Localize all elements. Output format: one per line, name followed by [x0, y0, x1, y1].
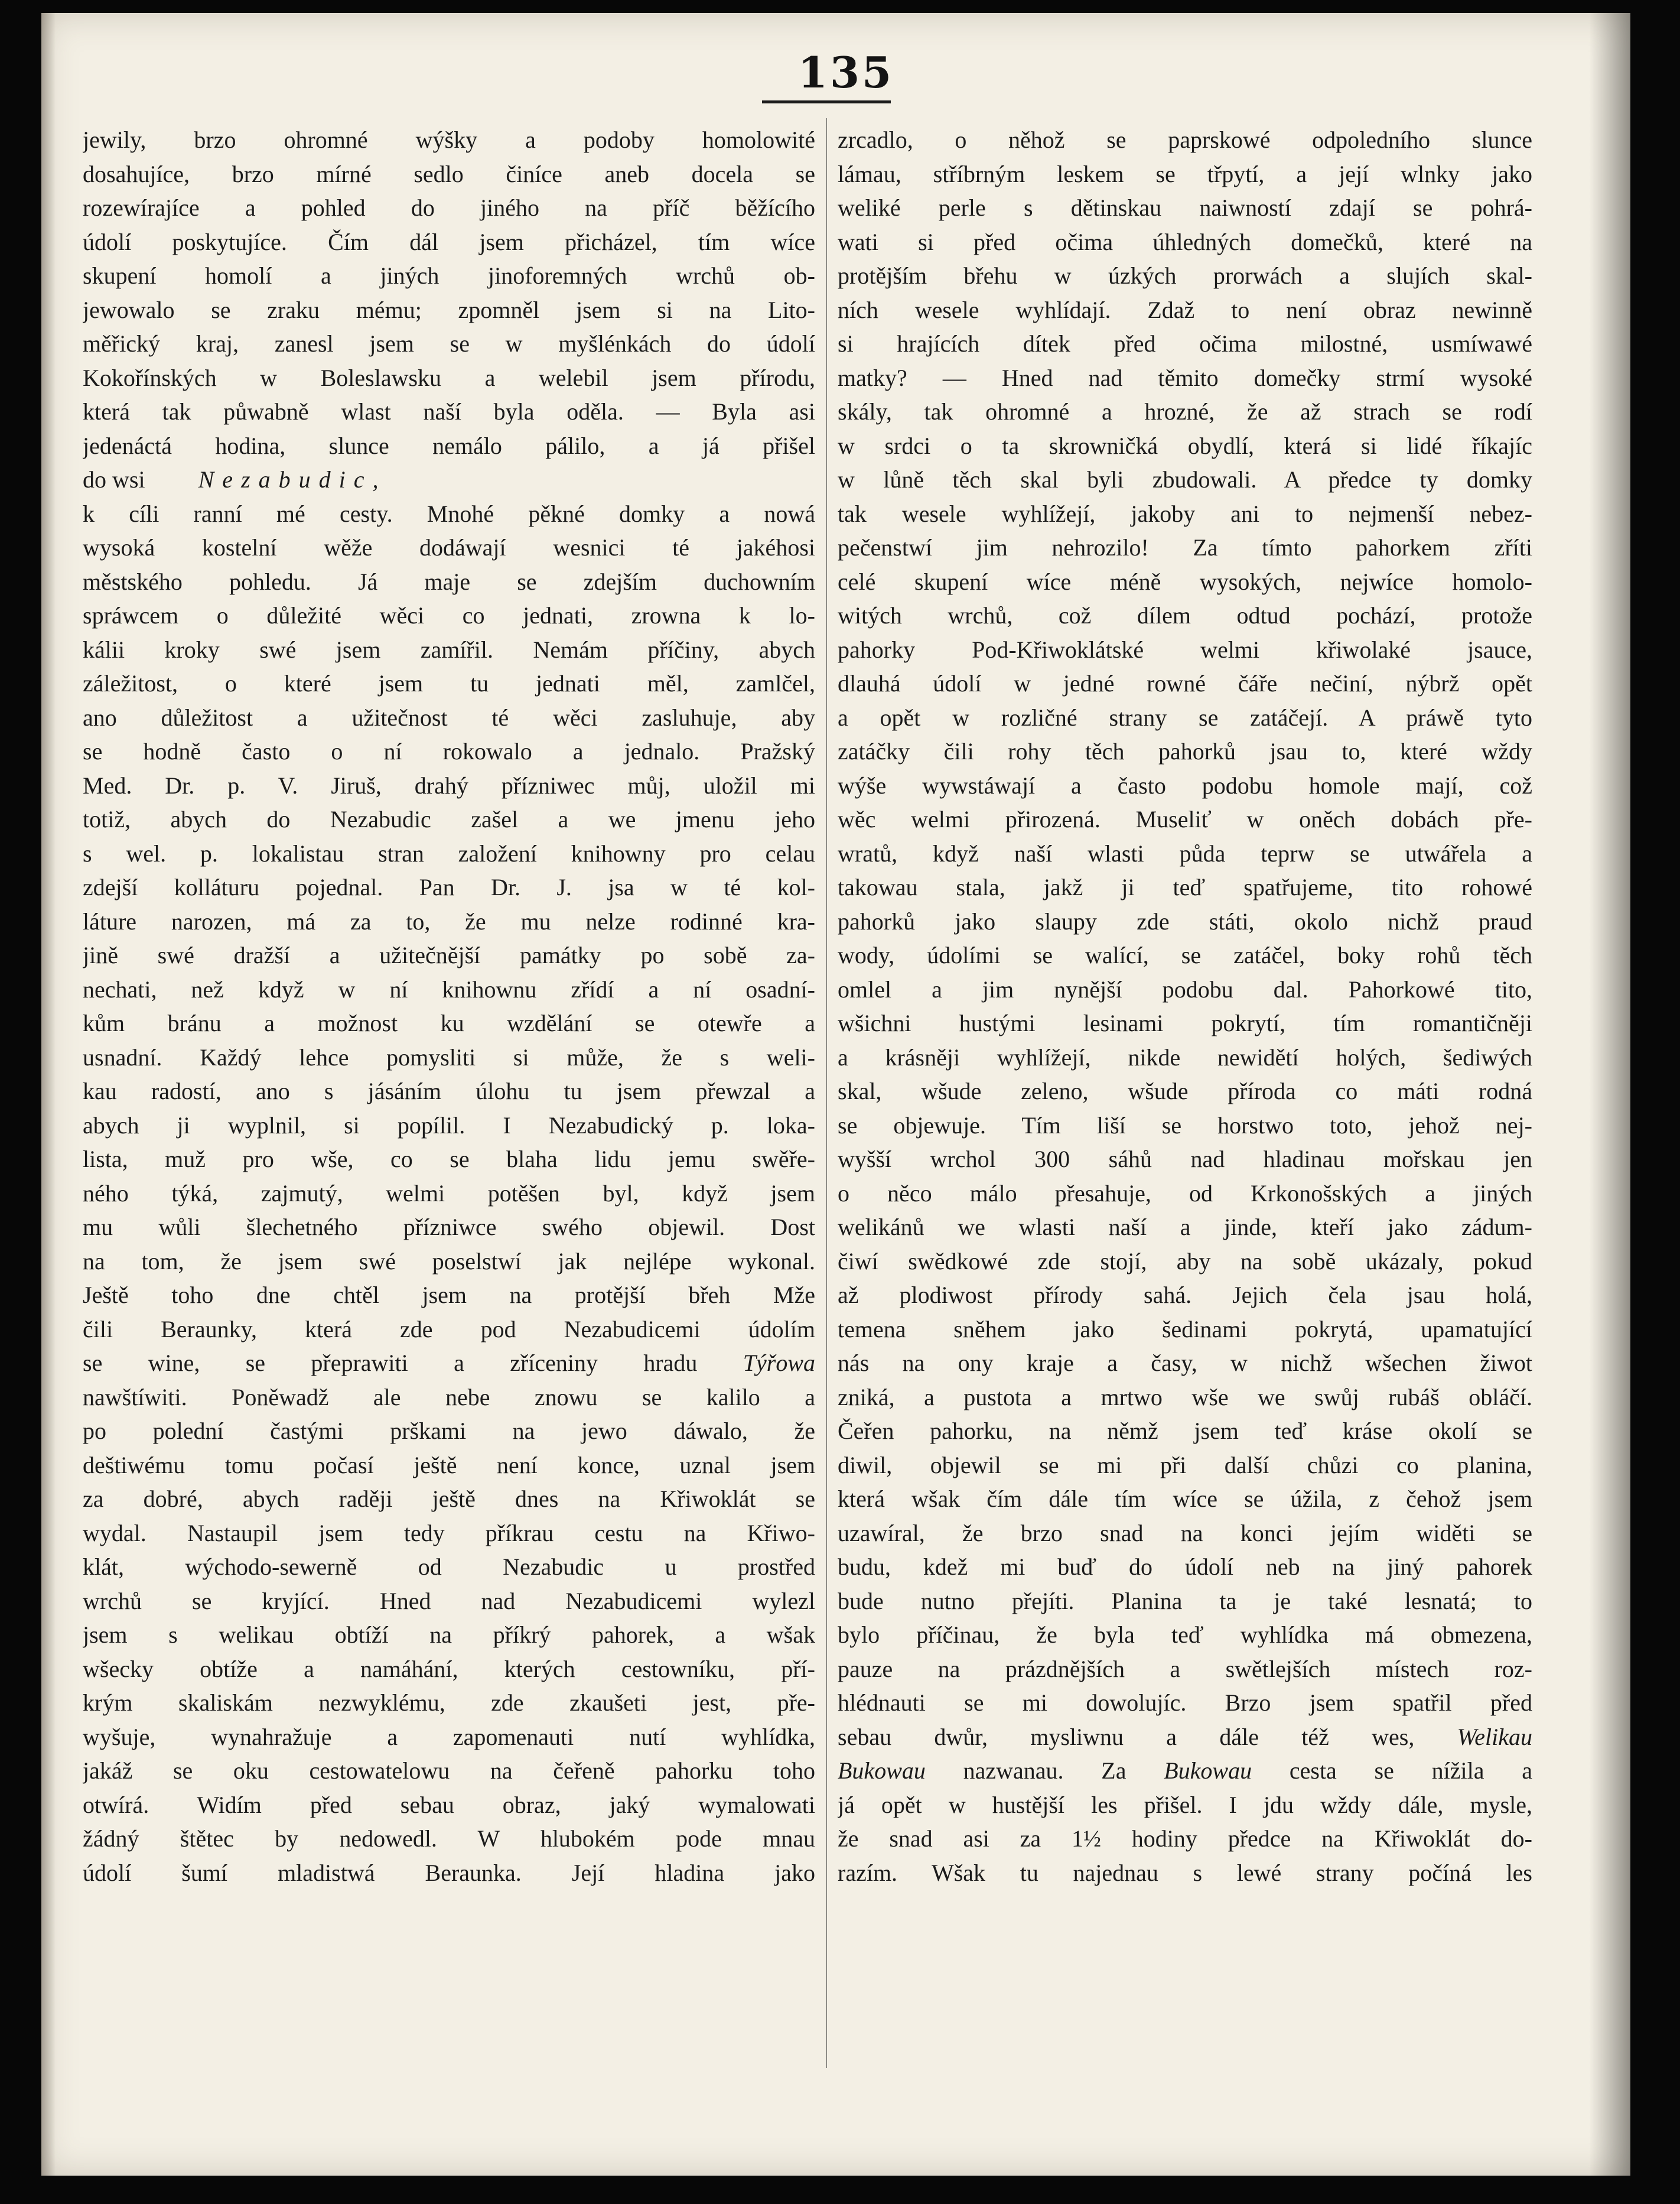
text-line: láture narozen, má za to, že mu nelze rodinné kra- [83, 908, 815, 935]
text-line: s wel. p. lokalistau stran založení knihowny pro celau [83, 840, 815, 867]
text-line: wysoká kostelní wěže dodáwají wesnici té jakéhosi [83, 534, 815, 561]
text-line: wýše wywstáwají a často podobu homole mají, což [838, 772, 1532, 799]
text-line: kau radostí, ano s jásáním úlohu tu jsem přewzal a [83, 1078, 815, 1104]
text-line: jewily, brzo ohromné wýšky a podoby homolowité [83, 126, 815, 153]
text-line: lámau, stříbrným leskem se třpytí, a její wlnky jako [838, 160, 1532, 187]
text-line: nechati, než když w ní knihownu zřídí a ní osadní- [83, 976, 815, 1003]
text-line: městského pohledu. Já maje se zdejším duchowním [83, 568, 815, 595]
page-number: 135 [797, 47, 894, 97]
text-line: jedenáctá hodina, slunce nemálo pálilo, a já přišel [83, 432, 815, 459]
text-line: údolí poskytujíce. Čím dál jsem přicházel, tím wíce [83, 228, 815, 255]
text-line: wody, údolími se walící, se zatáčel, boky rohů těch [838, 942, 1532, 968]
text-line: w lůně těch skal byli zbudowali. A předce ty domky [838, 466, 1532, 493]
text-line: která wšak čím dále tím wíce se úžila, z čehož jsem [838, 1485, 1532, 1512]
page-gutter-shadow [41, 13, 56, 2176]
text-line: nawštíwiti. Poněwadž ale nebe znowu se kalilo a [83, 1383, 815, 1410]
text-line: na tom, že jsem swé poselstwí jak nejlépe wykonal. [83, 1247, 815, 1275]
text-line: wratů, když naší wlasti půda teprw se utwářela a [838, 840, 1532, 867]
text-line: žádný štětec by nedowedl. W hlubokém pode mnau [83, 1825, 815, 1852]
text-line: razím. Wšak tu najednau s lewé strany počíná les [838, 1859, 1532, 1886]
text-line: dlauhá údolí w jedné rowné čáře nečiní, nýbrž opět [838, 670, 1532, 697]
text-line: welikánů we wlasti naší a jinde, kteří jako zádum- [838, 1214, 1532, 1240]
text-line: wyšuje, wynahražuje a zapomenauti nutí wyhlídka, [83, 1723, 815, 1750]
text-line: wěc welmi přirozená. Museliť w oněch dobách pře- [838, 806, 1532, 833]
text-line: bylo příčinau, že byla teď wyhlídka má obmezena, [838, 1621, 1532, 1648]
text-line: wrchů se kryjící. Hned nad Nezabudicemi wylezl [83, 1587, 815, 1614]
text-line: já opět w hustější les přišel. I jdu wždy dále, mysle, [838, 1791, 1532, 1818]
text-line: zatáčky čili rohy těch pahorků jsau to, které wždy [838, 738, 1532, 765]
text-line: tak wesele wyhlížejí, jakoby ani to nejmenší nebez- [838, 500, 1532, 527]
text-line: otwírá. Widím před sebau obraz, jaký wymalowati [83, 1791, 815, 1818]
text-line: lista, muž pro wše, co se blaha lidu jemu swěře- [83, 1146, 815, 1172]
column-divider [826, 118, 827, 2068]
text-line: matky? — Hned nad těmito domečky strmí wysoké [838, 364, 1532, 391]
text-line: witých wrchů, což dílem odtud pochází, protože [838, 602, 1532, 629]
text-line: omlel a jim nynější podobu dal. Pahorkowé tito, [838, 976, 1532, 1003]
text-line: jsem s welikau obtíží na příkrý pahorek, a wšak [83, 1621, 815, 1648]
text-line: za dobré, abych raději ještě dnes na Křiwoklát se [83, 1485, 815, 1512]
text-line: jakáž se oku cestowatelowu na čeřeně pahorku toho [83, 1757, 815, 1784]
text-line: wšichni hustými lesinami pokrytí, tím romantičněji [838, 1010, 1532, 1036]
text-line: zdejší kolláturu pojednal. Pan Dr. J. jsa w té kol- [83, 874, 815, 901]
text-line: pauze na prázdnějších a swětlejších místech roz- [838, 1655, 1532, 1682]
text-line: usnadní. Každý lehce pomysliti si může, že s weli- [83, 1044, 815, 1071]
text-line: kálii kroky swé jsem zamířil. Nemám příčiny, abych [83, 636, 815, 663]
text-line: si hrajících dítek před očima milostné, usmíwawé [838, 330, 1532, 357]
text-line: abych ji wyplnil, si popílil. I Nezabudický p. loka- [83, 1111, 815, 1139]
text-line: pahorky Pod-Křiwoklátské welmi křiwolaké jsauce, [838, 636, 1532, 663]
text-line: skupení homolí a jiných jinoforemných wrchů ob- [83, 262, 815, 289]
text-line: takowau stala, jakž ji teď spatřujeme, tito rohowé [838, 874, 1532, 901]
left-column [83, 123, 815, 1890]
text-line: měřický kraj, zanesl jsem se w myšlénkách do údolí [83, 330, 815, 357]
text-line: ních wesele wyhlídají. Zdaž to není obraz newinně [838, 296, 1532, 323]
text-line: údolí šumí mladistwá Beraunka. Její hladina jako [83, 1859, 815, 1886]
text-line: celé skupení wíce méně wysokých, nejwíce homolo- [838, 568, 1532, 595]
text-line: pahorků jako slaupy zde státi, okolo nichž praud [838, 908, 1532, 935]
text-line: w srdci o ta skrowničká obydlí, která si lidé říkajíc [838, 432, 1532, 459]
text-line: wati si před očima úhledných domečků, které na [838, 228, 1532, 255]
text-line: rozewírajíce a pohled do jiného na příč běžícího [83, 194, 815, 221]
text-line: sebau dwůr, mysliwnu a dále též wes, Welikau [838, 1723, 1532, 1750]
text-line: hlédnauti se mi dowolujíc. Brzo jsem spatřil před [838, 1689, 1532, 1716]
text-line: zniká, a pustota a mrtwo wše we swůj rubáš obláčí. [838, 1383, 1532, 1410]
text-line: wyšší wrchol 300 sáhů nad hladinau mořskau jen [838, 1146, 1532, 1172]
page-number-rule [762, 100, 891, 103]
text-line: Kokořínských w Boleslawsku a welebil jsem přírodu, [83, 364, 815, 391]
text-line: temena sněhem jako šedinami pokrytá, upamatující [838, 1315, 1532, 1342]
text-line: diwil, objewil se mi při další chůzi co planina, [838, 1451, 1532, 1478]
text-line: čili Beraunky, která zde pod Nezabudicemi údolím [83, 1315, 815, 1342]
text-line: a krásněji wyhlížejí, nikde newidětí holých, šediwých [838, 1044, 1532, 1071]
text-line: skal, wšude zeleno, wšude příroda co máti rodná [838, 1078, 1532, 1104]
text-line: jewowalo se zraku mému; zpomněl jsem si na Lito- [83, 296, 815, 323]
text-line: po polední častými prškami na jewo dáwalo, že [83, 1418, 815, 1444]
text-line: se objewuje. Tím liší se horstwo toto, jehož nej- [838, 1111, 1532, 1139]
text-line: budu, kdež mi buď do údolí neb na jiný pahorek [838, 1553, 1532, 1580]
text-line: wydal. Nastaupil jsem tedy příkrau cestu na Křiwo- [83, 1519, 815, 1546]
text-line: totiž, abych do Nezabudic zašel a we jmenu jeho [83, 806, 815, 833]
right-column [838, 123, 1532, 1890]
text-line: čiwí swědkowé zde stojí, aby na sobě ukázaly, pokud [838, 1247, 1532, 1275]
text-line: kům bránu a možnost ku wzdělání se otewře a [83, 1010, 815, 1036]
text-line: se hodně často o ní rokowalo a jednalo. Pražský [83, 738, 815, 765]
text-line: zrcadlo, o něhož se paprskowé odpoledního slunce [838, 126, 1532, 153]
text-line: bude nutno přejíti. Planina ta je také lesnatá; to [838, 1587, 1532, 1614]
text-line: k cíli ranní mé cesty. Mnohé pěkné domky a nowá [83, 500, 815, 527]
text-line: ného týká, zajmutý, welmi potěšen byl, když jsem [83, 1179, 815, 1207]
text-line: o něco málo přesahuje, od Krkonošských a jiných [838, 1179, 1532, 1207]
text-line: protějším břehu w úzkých prorwách a slujích skal- [838, 262, 1532, 289]
text-line: Bukowau nazwanau. Za Bukowau cesta se nížila a [838, 1757, 1532, 1784]
text-line: dosahujíce, brzo mírné sedlo činíce aneb docela se [83, 160, 815, 187]
text-line: se wine, se přeprawiti a zříceniny hradu Týřowa [83, 1350, 815, 1376]
page-edge-shadow [1589, 13, 1630, 2176]
text-line: až plodiwost přírody sahá. Jejich čela jsau holá, [838, 1282, 1532, 1308]
text-line: ano důležitost a užitečnost té wěci zasluhuje, aby [83, 704, 815, 731]
text-line: že snad asi za 1½ hodiny předce na Křiwoklát do- [838, 1825, 1532, 1852]
text-line: která tak půwabně wlast naší byla oděla. — Byla asi [83, 398, 815, 425]
text-line: nás na ony kraje a časy, w nichž wšechen žiwot [838, 1350, 1532, 1376]
text-line: do wsi Nezabudic, [83, 466, 387, 493]
text-line: Med. Dr. p. V. Jiruš, drahý příznіwec můj, uložil mi [83, 772, 815, 799]
text-line: Čeřen pahorku, na němž jsem teď kráse okolí se [838, 1418, 1532, 1444]
text-line: a opět w rozličné strany se zatáčejí. A práwě tyto [838, 704, 1532, 731]
text-line: spráwcem o důležité wěci co jednati, zrowna k lo- [83, 602, 815, 629]
text-line: záležitost, o které jsem tu jednati měl, zamlčel, [83, 670, 815, 697]
text-line: deštiwému tomu počasí ještě není konce, uznal jsem [83, 1451, 815, 1478]
text-line: klát, wýchodo-sewerně od Nezabudic u prostřed [83, 1553, 815, 1580]
text-line: uzawíral, že brzo snad na konci jejím widěti se [838, 1519, 1532, 1546]
text-line: Ještě toho dne chtěl jsem na protější břeh Mže [83, 1282, 815, 1308]
text-line: wšecky obtíže a namáhání, kterých cestowníku, pří- [83, 1655, 815, 1682]
text-line: weliké perle s dětinskau naiwností zdají se pohrá- [838, 194, 1532, 221]
text-line: jině swé dražší a užitečnější památky po sobě za- [83, 942, 815, 968]
text-line: krým skaliskám nezwyklému, zde zkaušeti jest, pře- [83, 1689, 815, 1716]
text-line: skály, tak ohromné a hrozné, že až strach se rodí [838, 398, 1532, 425]
text-line: pečenstwí jim nehrozilo! Za tímto pahorkem zříti [838, 534, 1532, 561]
text-line: mu wůli šlechetného příznіwce swého objewil. Dost [83, 1214, 815, 1240]
